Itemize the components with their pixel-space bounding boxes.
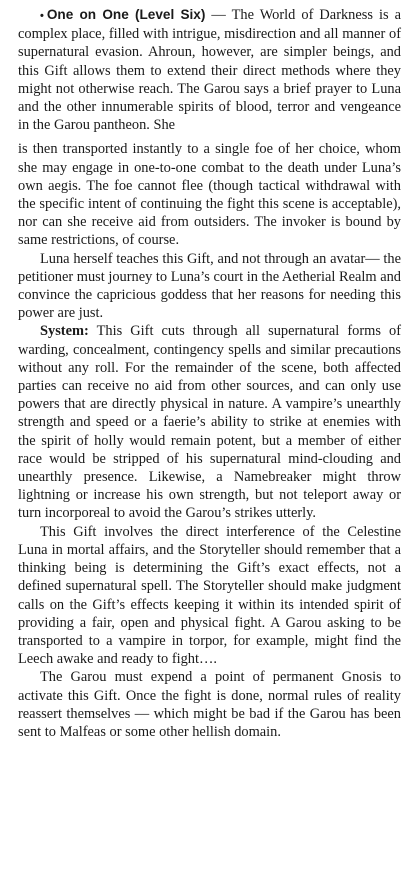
title-dash: — (205, 7, 232, 23)
gift-intro-continued: is then transported instantly to a single foe of her choice, whom she may engage in one-to-one combat to the death under Luna’s own aegis. The foe cannot flee (though tactical withdrawal with the specific intent of continuing the fight this scene is acceptable), nor can she receive aid from outsiders. The invoker is bound by same restrictions, of course. (18, 141, 401, 249)
system-label: System: (40, 323, 89, 340)
gift-intro-paragraph (18, 6, 401, 134)
rulebook-page (18, 6, 401, 741)
gift-intro-text: The World of Darkness is a complex place, filled with intrigue, misdirection and all manner of supernatural evasion. Ahroun, however, are simpler beings, and this Gift allows them to extend their direct methods where they might not otherwise reach. The Garou says a brief prayer to Luna and the other innumerable spirits of blood, terror and vengeance in the Garou pantheon. She (18, 7, 402, 134)
cost-paragraph: The Garou must expend a point of permanent Gnosis to activate this Gift. Once the fight is done, normal rules of reality reassert themselves — which might be bad if the Garou has been sent to Malfeas or some other hellish domain. (18, 669, 401, 740)
system-paragraph (18, 322, 401, 522)
teaching-paragraph: Luna herself teaches this Gift, and not through an avatar— the petitioner must journey to Luna’s court in the Aetherial Realm and convince the capricious goddess that her reasons for needing this power are just. (18, 250, 401, 322)
interference-paragraph: This Gift involves the direct interference of the Celestine Luna in mortal affairs, and the Storyteller should remember that a thinking being is determining the Gift’s exact effects, not a defined supernatural spell. The Storyteller should make judgment calls on the Gift’s effects keeping it within its intended spirit of providing a fair, open and physical fight. A Garou asking to be transported to a vampire in torpor, for example, might find the Leech awake and ready to fight…. (18, 523, 401, 668)
system-text: This Gift cuts through all supernatural forms of warding, concealment, contingency spells and similar precautions without any roll. For the remainder of the scene, both affected parties can receive no aid from other sources, and can only use powers that are directly physical in nature. A vampire’s unearthly strength and speed or a faerie’s ability to strike at enemies with the spirit of holly would remain potent, but a member of either race would be stripped of his supernatural mind-clouding and unearthly presence. Likewise, a Namebreaker might throw lightning or increase his own strength, but not teleport away or turn incorporeal to avoid the Garou’s strikes utterly. (18, 323, 401, 522)
bullet-icon: • (40, 10, 44, 22)
gift-title: One on One (Level Six) (46, 7, 206, 22)
